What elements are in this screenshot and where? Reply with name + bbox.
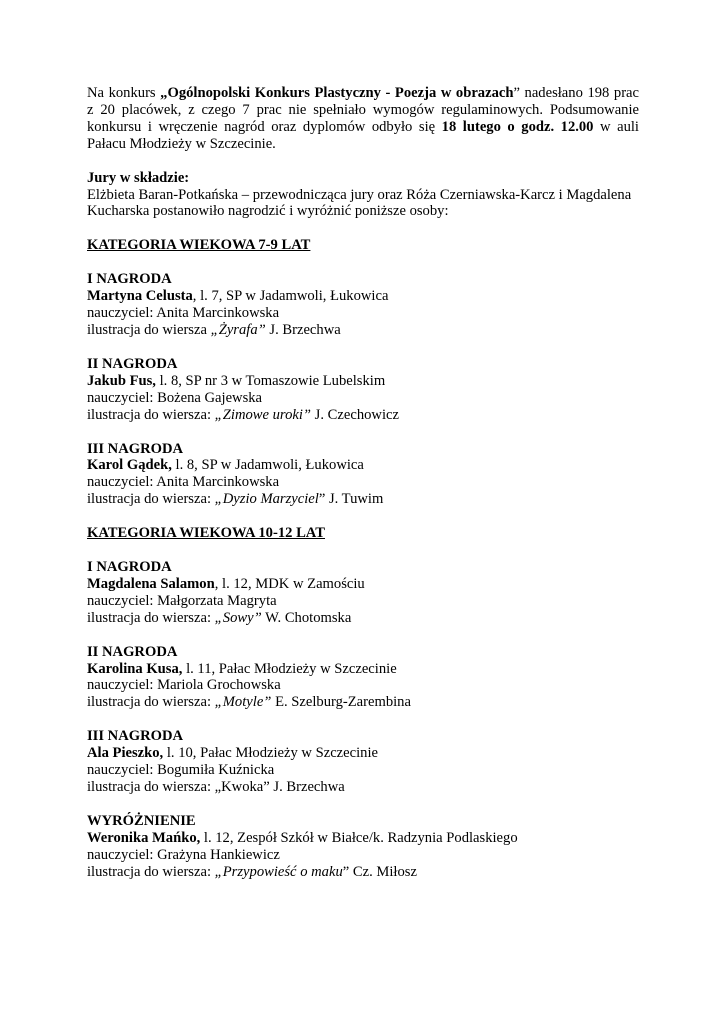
intro-line-1 xyxy=(87,85,639,102)
poem-author: „Kwoka” J. Brzechwa xyxy=(214,779,345,795)
poem-title: „Zimowe uroki” xyxy=(214,406,312,423)
award-title: WYRÓŻNIENIE xyxy=(87,812,196,829)
teacher-line: nauczyciel: Małgorzata Magryta xyxy=(87,592,277,609)
winner-name: Karol Gądek, xyxy=(87,457,172,474)
jury-line-2: Kucharska postanowiło nagrodzić i wyróżnić poniższe osoby: xyxy=(87,203,449,220)
poem-author: W. Chotomska xyxy=(261,609,352,626)
award-title: I NAGRODA xyxy=(87,559,172,576)
award-entry xyxy=(87,644,639,712)
illustration-prefix: ilustracja do wiersza: xyxy=(87,779,215,795)
teacher-line: nauczyciel: Anita Marcinkowska xyxy=(87,305,280,322)
teacher-line: nauczyciel: Grażyna Hankiewicz xyxy=(87,846,280,863)
event-date: 18 lutego o godz. 12.00 xyxy=(441,118,594,135)
winner-name: Jakub Fus, xyxy=(87,372,156,389)
teacher-line: nauczyciel: Mariola Grochowska xyxy=(87,677,281,694)
winner-details: l. 10, Pałac Młodzieży w Szczecinie xyxy=(163,745,378,762)
spacer xyxy=(87,220,639,237)
winner-line xyxy=(87,288,639,305)
intro-line-3 xyxy=(87,119,639,136)
award-title: III NAGRODA xyxy=(87,440,184,457)
poem-title: „Przypowieść o maku xyxy=(214,863,343,880)
illustration-line xyxy=(87,694,639,711)
intro-line-2: z 20 placówek, z czego 7 prac nie spełniało wymogów regulaminowych. Podsumowanie xyxy=(87,101,639,118)
illustration-line xyxy=(87,322,639,339)
spacer xyxy=(87,424,639,441)
intro-text: konkursu i wręczenie nagród oraz dyplomów odbyło się xyxy=(87,118,442,135)
spacer xyxy=(87,508,639,525)
illustration-line xyxy=(87,779,639,796)
award-title: II NAGRODA xyxy=(87,643,178,660)
intro-paragraph xyxy=(87,85,639,153)
award-title: I NAGRODA xyxy=(87,271,172,288)
winner-line xyxy=(87,830,639,847)
poem-title: „Sowy” xyxy=(214,609,262,626)
category-title: KATEGORIA WIEKOWA 10-12 LAT xyxy=(87,525,326,542)
spacer xyxy=(87,254,639,271)
winner-line xyxy=(87,457,639,474)
categories-list xyxy=(87,237,639,897)
teacher-line: nauczyciel: Bożena Gajewska xyxy=(87,389,263,406)
winner-line xyxy=(87,745,639,762)
illustration-prefix: ilustracja do wiersza: xyxy=(87,491,215,508)
poem-author: J. Brzechwa xyxy=(265,321,341,338)
illustration-prefix: ilustracja do wiersza: xyxy=(87,863,215,880)
award-entry xyxy=(87,271,639,339)
contest-name: „Ogólnopolski Konkurs Plastyczny - Poezja w obrazach xyxy=(160,85,514,101)
teacher-line: nauczyciel: Bogumiła Kuźnicka xyxy=(87,762,275,779)
spacer xyxy=(87,153,639,170)
award-entry xyxy=(87,728,639,796)
award-title: II NAGRODA xyxy=(87,355,178,372)
poem-author: J. Czechowicz xyxy=(311,406,399,423)
jury-line-1: Elżbieta Baran-Potkańska – przewodnicząca jury oraz Róża Czerniawska-Karcz i Magdalena xyxy=(87,186,632,203)
spacer xyxy=(87,339,639,356)
winner-details: l. 11, Pałac Młodzieży w Szczecinie xyxy=(182,660,397,677)
winner-details: , l. 12, MDK w Zamościu xyxy=(214,575,365,592)
award-title: III NAGRODA xyxy=(87,728,184,745)
illustration-prefix: ilustracja do wiersza: xyxy=(87,694,215,711)
spacer xyxy=(87,881,639,898)
document-page xyxy=(87,85,639,898)
winner-details: l. 12, Zespół Szkół w Białce/k. Radzynia Podlaskiego xyxy=(200,829,518,846)
teacher-line: nauczyciel: Anita Marcinkowska xyxy=(87,474,280,491)
spacer xyxy=(87,542,639,559)
illustration-prefix: ilustracja do wiersza: xyxy=(87,609,215,626)
winner-name: Weronika Mańko, xyxy=(87,829,201,846)
award-entry xyxy=(87,559,639,627)
intro-text: ” nadesłano 198 prac xyxy=(513,85,640,101)
winner-name: Karolina Kusa, xyxy=(87,660,183,677)
illustration-prefix: ilustracja do wiersza xyxy=(87,321,211,338)
winner-details: , l. 7, SP w Jadamwoli, Łukowica xyxy=(192,288,389,305)
winner-name: Martyna Celusta xyxy=(87,288,193,305)
poem-title: „Żyrafa” xyxy=(210,321,266,338)
category-title: KATEGORIA WIEKOWA 7-9 LAT xyxy=(87,237,311,254)
winner-line xyxy=(87,661,639,678)
intro-text: Na konkurs xyxy=(87,85,161,101)
poem-author: E. Szelburg-Zarembina xyxy=(271,694,411,711)
winner-details: l. 8, SP nr 3 w Tomaszowie Lubelskim xyxy=(155,372,386,389)
winner-name: Magdalena Salamon xyxy=(87,575,215,592)
award-entry xyxy=(87,813,639,881)
award-entry xyxy=(87,356,639,424)
intro-line-4: Pałacu Młodzieży w Szczecinie. xyxy=(87,135,276,152)
intro-text: w auli xyxy=(593,118,639,135)
illustration-line xyxy=(87,864,639,881)
winner-line xyxy=(87,576,639,593)
illustration-line xyxy=(87,491,639,508)
spacer xyxy=(87,796,639,813)
poem-title: „Dyzio Marzyciel xyxy=(214,491,319,508)
spacer xyxy=(87,711,639,728)
winner-line xyxy=(87,373,639,390)
winner-name: Ala Pieszko, xyxy=(87,745,164,762)
illustration-line xyxy=(87,407,639,424)
jury-heading: Jury w składzie: xyxy=(87,169,190,186)
jury-section xyxy=(87,170,639,221)
poem-title: „Motyle” xyxy=(214,694,272,711)
illustration-line xyxy=(87,610,639,627)
spacer xyxy=(87,627,639,644)
poem-author: ” J. Tuwim xyxy=(318,491,384,508)
illustration-prefix: ilustracja do wiersza: xyxy=(87,406,215,423)
poem-author: ” Cz. Miłosz xyxy=(342,863,417,880)
award-entry xyxy=(87,441,639,509)
winner-details: l. 8, SP w Jadamwoli, Łukowica xyxy=(171,457,364,474)
